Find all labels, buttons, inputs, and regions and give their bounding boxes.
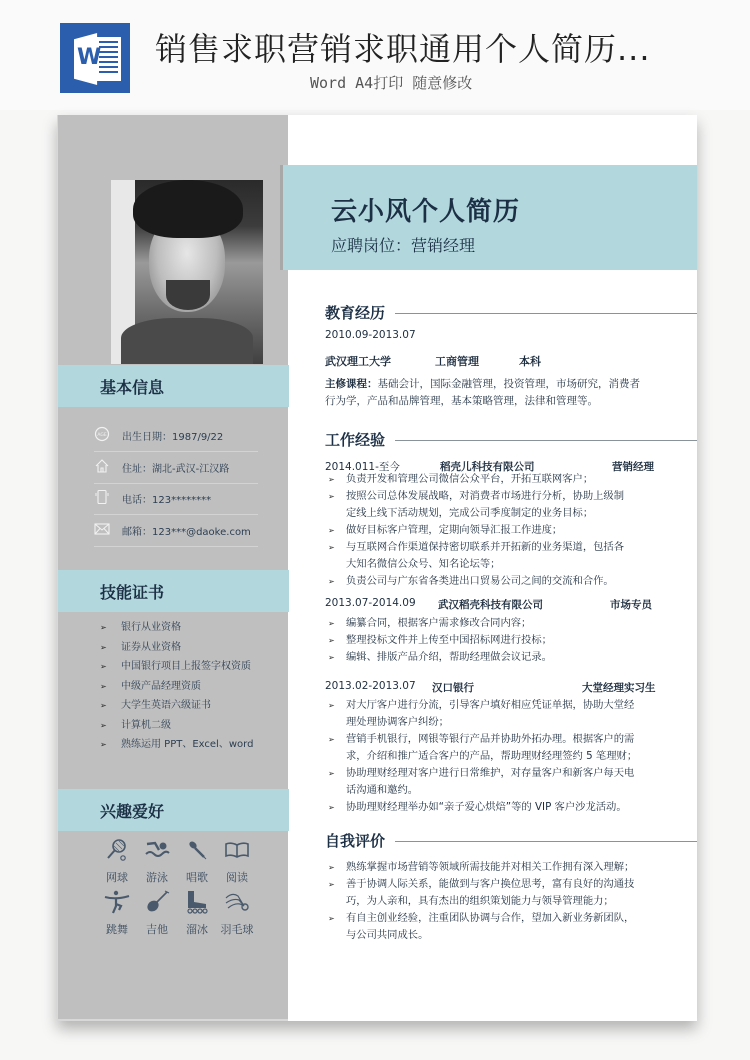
applied-position: 应聘岗位：营销经理 bbox=[331, 236, 476, 255]
profile-photo bbox=[111, 180, 263, 364]
self-eval-title: 自我评价 bbox=[325, 832, 386, 850]
info-phone: 电话：123******** bbox=[94, 485, 258, 515]
skill-item: ➢ 中国银行项目上报签字权资质 bbox=[100, 661, 251, 672]
education-school: 武汉理工大学 bbox=[325, 355, 391, 368]
hobby-tennis: 网球 bbox=[97, 838, 137, 885]
duty-item: ➢ 编纂合同，根据客户需求修改合同内容； bbox=[328, 617, 532, 629]
resume-name: 云小风个人简历 bbox=[331, 197, 521, 227]
document-title: 销售求职营销求职通用个人简历... bbox=[155, 30, 651, 68]
education-title: 教育经历 bbox=[325, 304, 386, 322]
duty-item: ➢ 协助理财经理对客户进行日常维护，对存量客户和新客户每天电 话沟通和邀约。 bbox=[328, 767, 635, 796]
svg-text:AGE: AGE bbox=[97, 433, 107, 438]
job-role: 市场专员 bbox=[610, 599, 652, 611]
job-duties bbox=[325, 471, 691, 590]
duty-item: ➢ 负责开发和管理公司微信公众平台，开拓互联网客户； bbox=[328, 473, 594, 485]
sidebar bbox=[57, 115, 288, 1021]
duty-item: ➢ 协助理财经理举办如“亲子爱心烘焙”等的 VIP 客户沙龙活动。 bbox=[328, 801, 627, 813]
skill-item: ➢ 中级产品经理资质 bbox=[100, 680, 201, 692]
hobby-dancing: 跳舞 bbox=[97, 890, 137, 937]
hobby-guitar: 吉他 bbox=[137, 890, 177, 937]
job-duties bbox=[325, 615, 691, 666]
tennis-icon bbox=[104, 838, 130, 862]
duty-item: ➢ 营销手机银行，网银等银行产品并协助外拓办理。根据客户的需 求，介绍和推广适合客户的产品，帮助理财经理签约 5 笔理财； bbox=[328, 733, 638, 762]
info-email: 邮箱：123***@daoke.com bbox=[94, 517, 258, 547]
work-title: 工作经验 bbox=[325, 431, 386, 449]
hobby-badminton: 羽毛球 bbox=[217, 890, 257, 937]
preview-header bbox=[0, 0, 750, 110]
job-role: 大堂经理实习生 bbox=[582, 682, 656, 694]
hobby-reading: 阅读 bbox=[217, 838, 257, 885]
divider bbox=[395, 440, 697, 441]
document-subtitle: Word A4打印 随意修改 bbox=[310, 74, 473, 92]
duty-item: ➢ 做好目标客户管理，定期向领导汇报工作进度； bbox=[328, 524, 563, 536]
duty-item: ➢ 编辑、排版产品介绍，帮助经理做会议记录。 bbox=[328, 651, 552, 663]
hobby-swimming: 游泳 bbox=[137, 838, 177, 885]
job-duties bbox=[325, 697, 691, 816]
duty-item: ➢ 对大厅客户进行分流，引导客户填好相应凭证单据，协助大堂经 理处理协调客户纠纷； bbox=[328, 699, 635, 728]
phone-icon bbox=[94, 489, 110, 505]
roller-skate-icon bbox=[184, 890, 210, 914]
duty-item: ➢ 按照公司总体发展战略，对消费者市场进行分析，协助上级制 定线上线下活动规划，完成公司季度制定的业务目标； bbox=[328, 490, 625, 519]
skill-item: ➢ 银行从业资格 bbox=[100, 622, 181, 633]
basic-info-header: 基本信息 bbox=[58, 365, 289, 407]
dance-icon bbox=[104, 890, 130, 914]
skills-header: 技能证书 bbox=[58, 570, 289, 612]
title-banner bbox=[283, 165, 697, 270]
education-period: 2010.09-2013.07 bbox=[325, 329, 416, 341]
job-company: 武汉稻壳科技有限公司 bbox=[438, 599, 543, 611]
job-role: 营销经理 bbox=[612, 461, 654, 473]
info-address: 住址：湖北-武汉-江汉路 bbox=[94, 454, 258, 484]
job-period: 2013.07-2014.09 bbox=[325, 597, 416, 609]
eval-item: ➢ 善于协调人际关系，能做到与客户换位思考，富有良好的沟通技 巧，为人亲和，具有杰出的组织策划能力与领导管理能力； bbox=[328, 878, 635, 907]
education-courses-cont: 行为学，产品和品牌管理，基本策略管理，法律和管理等。 bbox=[325, 395, 598, 407]
job-company: 稻壳儿科技有限公司 bbox=[440, 461, 535, 473]
skill-item: ➢ 熟练运用 PPT、Excel、word bbox=[100, 739, 254, 750]
divider bbox=[395, 841, 697, 842]
eval-item: ➢ 熟练掌握市场营销等领域所需技能并对相关工作拥有深入理解； bbox=[328, 861, 635, 873]
hobby-singing: 唱歌 bbox=[177, 838, 217, 885]
duty-item: ➢ 整理投标文件并上传至中国招标网进行投标； bbox=[328, 634, 552, 646]
violin-icon bbox=[144, 890, 170, 914]
skill-item: ➢ 计算机二级 bbox=[100, 719, 171, 731]
skill-item: ➢ 证券从业资格 bbox=[100, 641, 181, 653]
birthday-age-icon bbox=[94, 426, 110, 442]
education-courses: 主修课程：基础会计，国际金融管理，投资管理，市场研究，消费者 bbox=[325, 378, 640, 390]
shuttlecock-icon bbox=[224, 890, 250, 914]
skills-list bbox=[100, 618, 253, 755]
education-degree: 本科 bbox=[519, 355, 541, 368]
duty-item: ➢ 负责公司与广东省各类进出口贸易公司之间的交流和合作。 bbox=[328, 575, 614, 587]
education-major: 工商管理 bbox=[435, 355, 479, 368]
swimming-icon bbox=[144, 838, 170, 862]
book-icon bbox=[224, 838, 250, 862]
self-eval-list bbox=[325, 859, 691, 944]
divider bbox=[395, 313, 697, 314]
home-icon bbox=[94, 458, 110, 474]
word-doc-icon: W bbox=[60, 23, 130, 93]
hobby-skating: 溜冰 bbox=[177, 890, 217, 937]
eval-item: ➢ 有自主创业经验，注重团队协调与合作，望加入新业务新团队， 与公司共同成长。 bbox=[328, 912, 635, 941]
duty-item: ➢ 与互联网合作渠道保持密切联系并开拓新的业务渠道，包括各 大知名微信公众号、知名论坛等； bbox=[328, 541, 625, 570]
job-period: 2013.02-2013.07 bbox=[325, 680, 416, 692]
job-company: 汉口银行 bbox=[432, 682, 474, 694]
hobbies-header: 兴趣爱好 bbox=[58, 789, 289, 831]
info-birthday: AGE 出生日期：1987/9/22 bbox=[94, 422, 258, 452]
job-period: 2014.011-至今 bbox=[325, 461, 400, 473]
skill-item: ➢ 大学生英语六级证书 bbox=[100, 700, 211, 711]
mail-icon bbox=[94, 521, 110, 537]
microphone-icon bbox=[184, 838, 210, 862]
resume-page bbox=[57, 115, 697, 1021]
